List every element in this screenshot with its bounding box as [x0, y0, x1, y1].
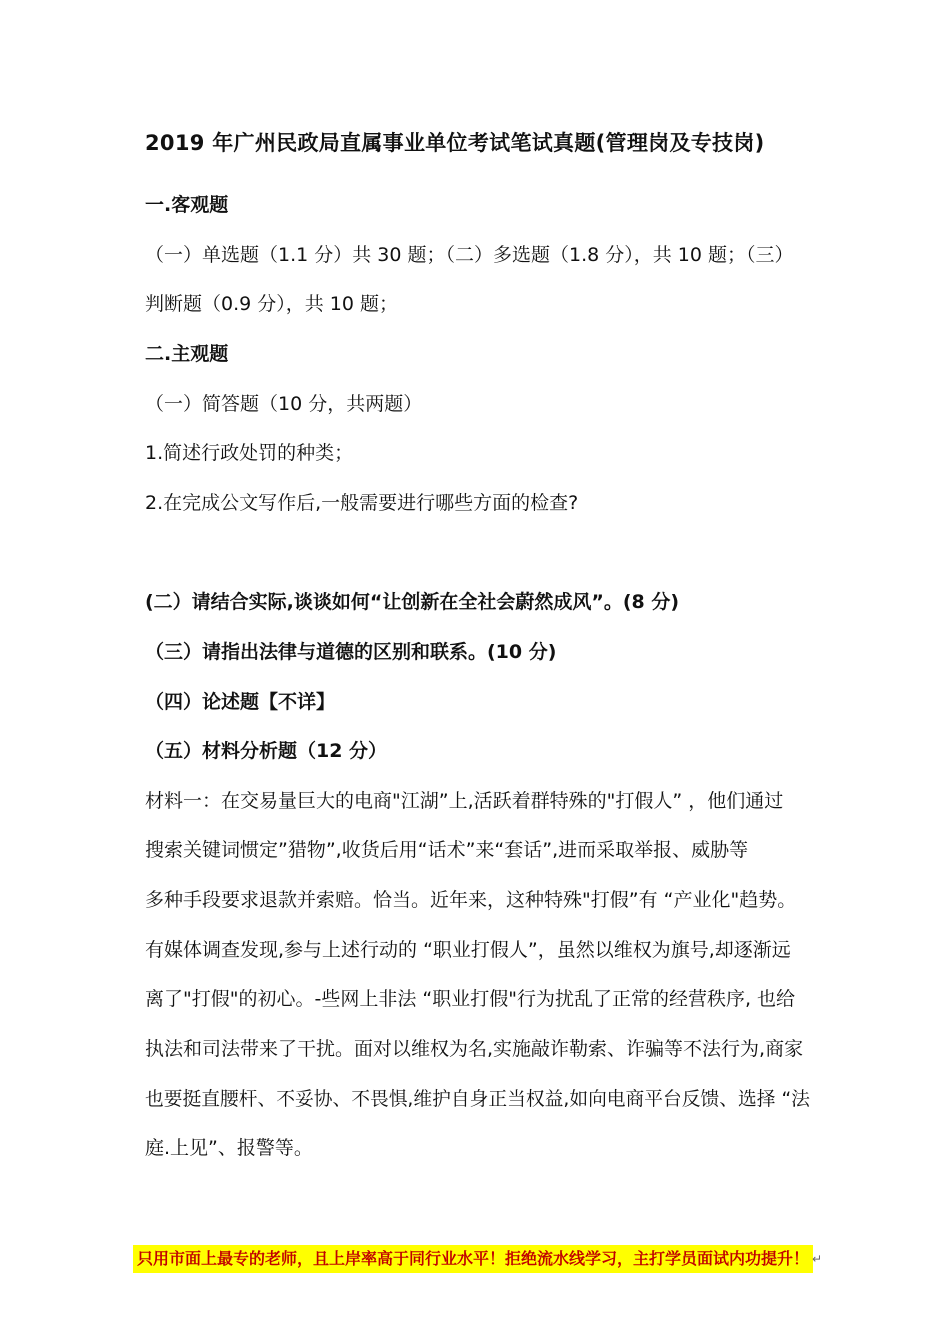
material-line: 搜索关键词惯定”猎物”,收货后用“话术”来“套话”,进而采取举报、威胁等	[145, 839, 749, 861]
question-essay: （四）论述题【不详】	[145, 691, 336, 713]
material-line: 有媒体调查发现,参与上述行动的 “职业打假人”，虽然以维权为旗号,却逐渐远	[145, 939, 791, 961]
promo-banner-text: 只用市面上最专的老师，且上岸率高于同行业水平！拒绝流水线学习，主打学员面试内功提升！	[137, 1249, 810, 1268]
material-line: 执法和司法带来了干扰。面对以维权为名,实施敲诈勒索、诈骗等不法行为,商家	[145, 1038, 804, 1060]
document-title: 2019 年广州民政局直属事业单位考试笔试真题(管理岗及专技岗)	[145, 131, 765, 155]
objective-line: （一）单选题（1.1 分）共 30 题；（二）多选题（1.8 分），共 10 题；（三）	[145, 244, 794, 266]
section-heading-subjective: 二.主观题	[145, 343, 229, 365]
short-answer-item: 1.简述行政处罚的种类；	[145, 442, 354, 464]
question-innovation: (二）请结合实际,谈谈如何“让创新在全社会蔚然成风”。(8 分)	[145, 591, 680, 613]
material-line: 多种手段要求退款并索赔。恰当。近年来，这种特殊"打假”有 “产业化"趋势。	[145, 889, 797, 911]
short-answer-item: 2.在完成公文写作后,一般需要进行哪些方面的检查?	[145, 492, 579, 514]
short-answer-heading: （一）简答题（10 分，共两题）	[145, 393, 423, 415]
material-line: 材料一：在交易量巨大的电商"江湖”上,活跃着群特殊的"打假人” ，他们通过	[145, 790, 784, 812]
material-line: 也要挺直腰杆、不妥协、不畏惧,维护自身正当权益,如向电商平台反馈、选择 “法	[145, 1088, 810, 1110]
paragraph-return-icon: ↵	[812, 1252, 823, 1266]
section-heading-objective: 一.客观题	[145, 194, 229, 216]
objective-line: 判断题（0.9 分），共 10 题；	[145, 293, 399, 315]
material-line: 离了"打假"的初心。-些网上非法 “职业打假"行为扰乱了正常的经营秩序, 也给	[145, 988, 796, 1010]
material-line: 庭.上见”、报警等。	[145, 1137, 313, 1159]
question-material-analysis: （五）材料分析题（12 分）	[145, 740, 388, 762]
question-law-morality: （三）请指出法律与道德的区别和联系。(10 分)	[145, 641, 557, 663]
